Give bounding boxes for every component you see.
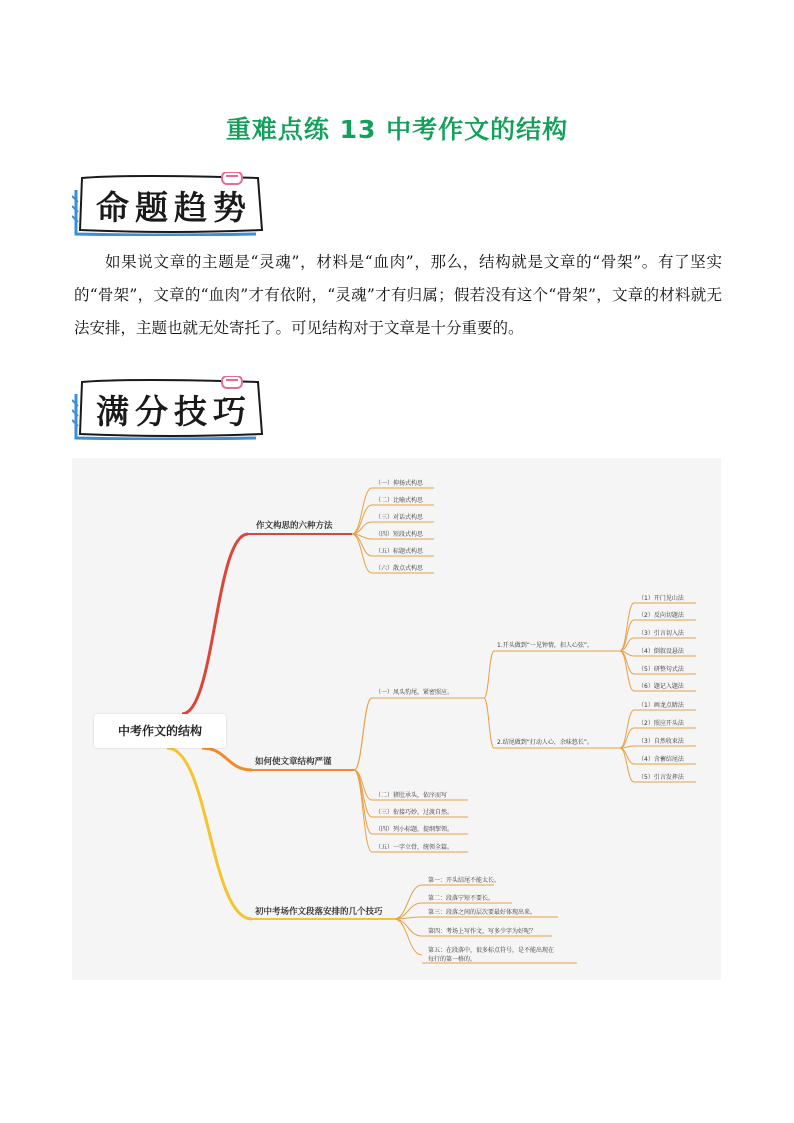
leaf-label: （五）标题式构思 <box>375 548 424 555</box>
leaf-link <box>394 919 422 955</box>
intro-paragraph: 如果说文章的主题是“灵魂”，材料是“血肉”，那么，结构就是文章的“骨架”。有了坚实的“骨架”，文章的“血肉”才有依附，“灵魂”才有归属；假若没有这个“骨架”，文章的材料就无法安排，主题也就无处寄托了。可见结构对于文章是十分重要的。 <box>74 253 722 337</box>
leaf-link <box>352 534 372 573</box>
mindmap-root: 中考作文的结构 <box>94 714 226 748</box>
sub-label: 2.结尾做到“打动人心，余味悠长”。 <box>497 739 593 746</box>
sub-label: （四）列小标题，提纲挈领。 <box>375 826 454 833</box>
leaf-label: （6）题记入题法 <box>638 683 684 690</box>
leaf-label: （一）抑扬式构思 <box>375 480 424 487</box>
leaf-label: 第五：在段落中，很多标点符号，是不能出现在 <box>428 947 555 954</box>
leaf-label: （2）反向切题法 <box>638 612 684 619</box>
leaf-label: 第二：段落宁短不要长。 <box>428 895 495 902</box>
leaf-label: （2）照应开头法 <box>638 720 684 727</box>
leaf-label: （四）短段式构思 <box>375 531 424 538</box>
leaf-label: （1）开门见山法 <box>638 595 684 602</box>
leaf-label: （5）引言发挥法 <box>638 774 684 781</box>
sub-label: （二）猪肚承头，依序而写 <box>375 792 448 799</box>
leaf-label: （3）自然收束法 <box>638 738 684 745</box>
sub-link <box>484 698 494 748</box>
leaf-label: 每行的第一格的。 <box>428 956 477 963</box>
leaf-label: 第一：开头结尾不能太长。 <box>428 877 501 884</box>
sub-link <box>354 698 372 770</box>
branch-label: 初中考场作文段落安排的几个技巧 <box>255 907 383 917</box>
sub-label: （三）衔接巧妙，过渡自然。 <box>375 809 454 816</box>
sub-link <box>484 651 494 698</box>
leaf-link <box>352 488 372 534</box>
leaf-link <box>620 748 634 764</box>
section-banner-skills <box>72 376 264 440</box>
leaf-label: （4）含蓄结尾法 <box>638 756 684 763</box>
leaf-link <box>394 885 422 919</box>
sub-label: 1.开头做到“一见钟情，扣人心弦”。 <box>497 642 593 649</box>
sub-link <box>354 770 372 852</box>
branch-link <box>167 748 252 919</box>
branch-label: 如何使文章结构严谨 <box>255 757 332 767</box>
branch-label: 作文构思的六种方法 <box>256 521 333 531</box>
leaf-label: （4）倒叙设悬法 <box>638 648 684 655</box>
skills-heading: 满分技巧 <box>96 392 252 431</box>
leaf-label: （六）散点式构思 <box>375 565 424 572</box>
page-title: 重难点练 13 中考作文的结构 <box>225 115 569 144</box>
leaf-label: （1）画龙点睛法 <box>638 702 684 709</box>
sub-label: （五）一字立骨，统领全篇。 <box>375 844 454 851</box>
leaf-label: （三）对话式构思 <box>375 514 424 521</box>
leaf-label: 第四：考场上写作文，写多少字为好呢？ <box>428 928 537 935</box>
mindmap-figure <box>72 458 721 980</box>
branch-link <box>182 534 248 714</box>
leaf-link <box>620 748 634 782</box>
section-banner-trend <box>72 172 264 236</box>
leaf-label: （3）引言切入法 <box>638 630 684 637</box>
leaf-label: 第三：段落之间的层次要最好体现出来。 <box>428 909 537 916</box>
branch-link <box>202 748 252 770</box>
sub-label: （一）凤头豹尾，紧密照应。 <box>375 689 454 696</box>
leaf-link <box>394 919 422 936</box>
trend-heading: 命题趋势 <box>96 188 252 227</box>
sub-link <box>354 770 372 834</box>
leaf-label: （5）研整句式法 <box>638 666 684 673</box>
leaf-label: （二）比喻式构思 <box>375 497 424 504</box>
leaf-link <box>620 651 634 691</box>
